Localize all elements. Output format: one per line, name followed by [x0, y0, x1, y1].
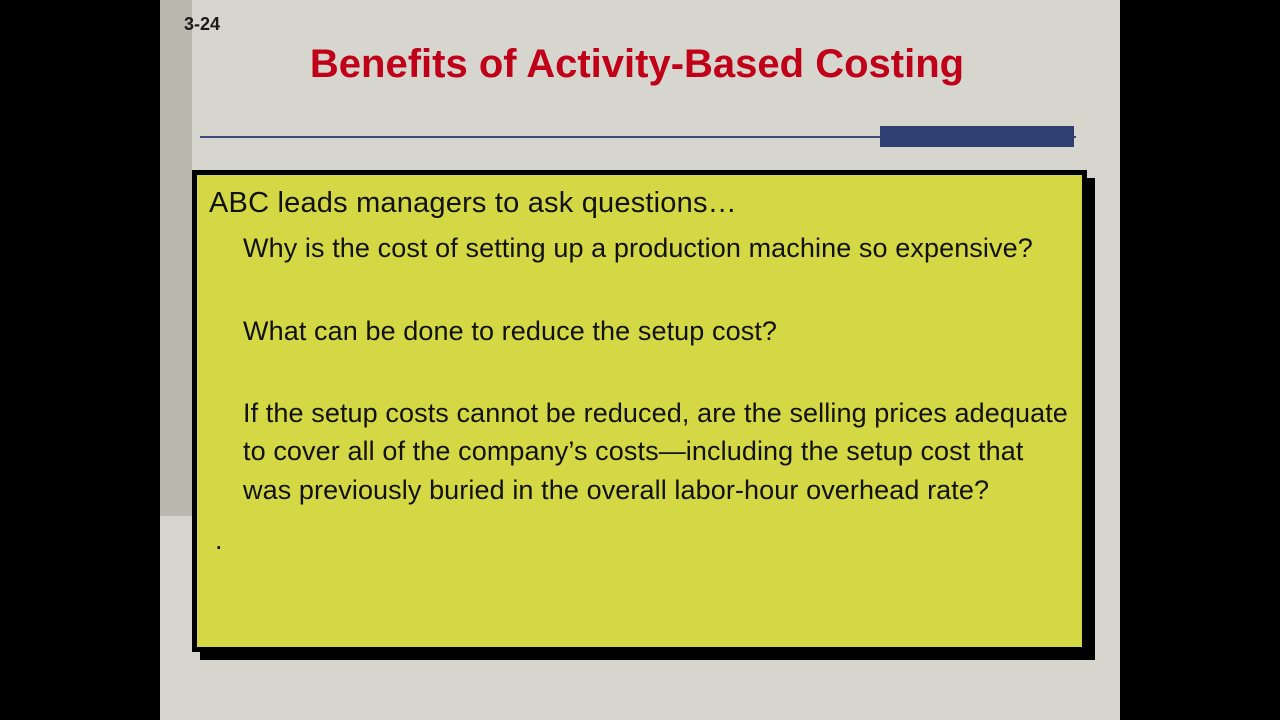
content-box [192, 170, 1087, 652]
left-accent-band [160, 0, 192, 516]
title-divider-accent-block [880, 126, 1074, 147]
question-item: What can be done to reduce the setup cost? [243, 315, 778, 346]
question-item: If the setup costs cannot be reduced, are the selling prices adequate to cover all of the company’s costs—including the setup cost that was previously buried in the overall labor-hour overhead rate? [243, 398, 1068, 505]
content-lead-line: ABC leads managers to ask questions… [209, 187, 737, 219]
page-title: Benefits of Activity-Based Costing [309, 42, 965, 86]
question-item: Why is the cost of setting up a production machine so expensive? [243, 233, 1033, 264]
slide-number: 3-24 [184, 14, 221, 34]
content-body [197, 175, 1082, 647]
trailing-mark: . [215, 525, 223, 556]
